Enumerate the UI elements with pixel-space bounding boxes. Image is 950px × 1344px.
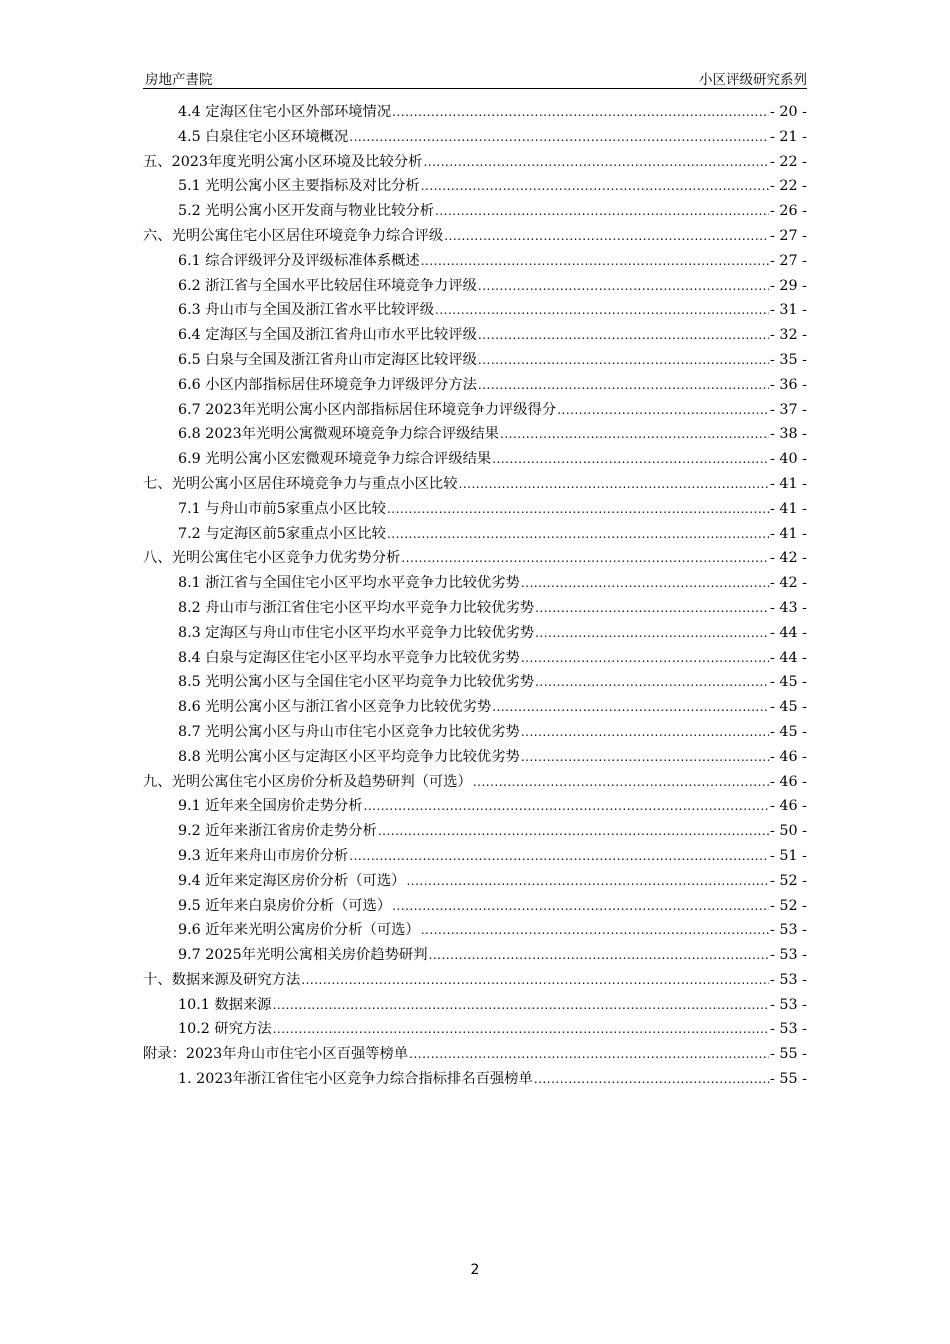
toc-entry[interactable] [143,1067,807,1092]
toc-dot-leader [392,894,769,919]
toc-entry-page: - 22 - [770,178,807,195]
toc-entry-title: 6.8 2023年光明公寓微观环境竞争力综合评级结果 [178,426,500,443]
toc-entry[interactable] [143,348,807,373]
toc-entry-title: 1. 2023年浙江省住宅小区竞争力综合指标排名百强榜单 [178,1071,533,1088]
toc-entry-title: 5.1 光明公寓小区主要指标及对比分析 [178,178,420,195]
toc-entry[interactable] [143,497,807,522]
toc-dot-leader [392,100,769,125]
toc-entry-title: 七、光明公寓小区居住环境竞争力与重点小区比较 [143,475,458,492]
toc-entry[interactable] [143,745,807,770]
toc-entry-title: 8.2 舟山市与浙江省住宅小区平均水平竞争力比较优劣势 [178,599,535,616]
toc-entry-page: - 31 - [770,302,807,319]
toc-entry-title: 8.4 白泉与定海区住宅小区平均水平竞争力比较优劣势 [178,649,520,666]
toc-entry-page: - 45 - [770,723,807,740]
toc-entry[interactable] [143,869,807,894]
toc-entry-title: 4.5 白泉住宅小区环境概况 [178,128,349,145]
toc-entry-page: - 46 - [770,773,807,790]
toc-dot-leader [349,125,769,150]
toc-entry[interactable] [143,943,807,968]
toc-entry[interactable] [143,546,807,571]
toc-dot-leader [521,745,769,770]
toc-entry-page: - 42 - [770,575,807,592]
toc-entry[interactable] [143,447,807,472]
toc-entry-title: 4.4 定海区住宅小区外部环境情况 [178,104,392,120]
toc-entry-title: 6.2 浙江省与全国水平比较居住环境竞争力评级 [178,277,477,294]
toc-entry[interactable] [143,968,807,993]
toc-entry-title: 6.3 舟山市与全国及浙江省水平比较评级 [178,302,435,319]
toc-entry[interactable] [143,720,807,745]
toc-entry-page: - 22 - [770,153,807,170]
toc-dot-leader [478,323,769,348]
toc-entry-page: - 27 - [770,252,807,269]
toc-entry-page: - 44 - [770,649,807,666]
toc-dot-leader [387,497,769,522]
toc-entry[interactable] [143,695,807,720]
toc-entry-page: - 55 - [770,1071,807,1088]
toc-entry-page: - 44 - [770,624,807,641]
toc-dot-leader [557,398,769,423]
toc-dot-leader [500,422,769,447]
toc-entry-page: - 26 - [770,203,807,220]
toc-entry-page: - 35 - [770,351,807,368]
toc-entry-page: - 52 - [770,872,807,889]
toc-entry-page: - 53 - [770,947,807,964]
toc-entry-page: - 52 - [770,897,807,914]
toc-entry[interactable] [143,918,807,943]
toc-entry[interactable] [143,596,807,621]
toc-entry-page: - 41 - [770,525,807,542]
toc-entry-page: - 53 - [770,996,807,1013]
toc-dot-leader [423,150,769,175]
toc-dot-leader [409,1042,769,1067]
toc-dot-leader [421,249,769,274]
toc-entry-title: 6.5 白泉与全国及浙江省舟山市定海区比较评级 [178,351,477,368]
toc-dot-leader [421,174,769,199]
toc-entry[interactable] [143,298,807,323]
toc-dot-leader [349,844,769,869]
toc-entry-page: - 32 - [770,327,807,344]
toc-dot-leader [364,794,770,819]
toc-entry-page: - 20 - [770,104,807,120]
toc-entry-title: 7.1 与舟山市前5家重点小区比较 [178,500,386,517]
toc-entry[interactable] [143,249,807,274]
toc-entry-title: 8.1 浙江省与全国住宅小区平均水平竞争力比较优劣势 [178,575,520,592]
toc-entry[interactable] [143,274,807,299]
header-publisher: 房地产書院 [145,72,213,88]
toc-entry[interactable] [143,150,807,175]
toc-entry[interactable] [143,646,807,671]
toc-entry[interactable] [143,174,807,199]
toc-dot-leader [273,1017,769,1042]
toc-dot-leader [478,373,769,398]
toc-entry-page: - 53 - [770,1021,807,1038]
toc-entry-page: - 46 - [770,748,807,765]
toc-dot-leader [521,646,769,671]
toc-entry-title: 9.2 近年来浙江省房价走势分析 [178,823,377,840]
toc-entry[interactable] [143,894,807,919]
toc-entry-page: - 40 - [770,451,807,468]
toc-entry-title: 十、数据来源及研究方法 [143,971,301,988]
toc-dot-leader [435,298,769,323]
toc-entry[interactable] [143,100,807,125]
toc-entry-title: 7.2 与定海区前5家重点小区比较 [178,525,386,542]
toc-entry-title: 6.9 光明公寓小区宏微观环境竞争力综合评级结果 [178,451,492,468]
toc-entry-title: 9.3 近年来舟山市房价分析 [178,847,349,864]
toc-entry-title: 6.7 2023年光明公寓小区内部指标居住环境竞争力评级得分 [178,401,557,418]
toc-entry-title: 6.6 小区内部指标居住环境竞争力评级评分方法 [178,376,477,393]
toc-entry-title: 9.1 近年来全国房价走势分析 [178,798,363,815]
toc-entry-title: 9.7 2025年光明公寓相关房价趋势研判 [178,947,428,964]
toc-entry-title: 9.6 近年来光明公寓房价分析（可选） [178,922,420,939]
toc-entry-title: 10.2 研究方法 [178,1021,272,1038]
toc-entry[interactable] [143,125,807,150]
toc-entry-page: - 46 - [770,798,807,815]
toc-dot-leader [521,720,769,745]
toc-entry-page: - 41 - [770,500,807,517]
toc-dot-leader [478,274,769,299]
page-number: 2 [470,1262,480,1278]
toc-entry[interactable] [143,398,807,423]
toc-entry-title: 5.2 光明公寓小区开发商与物业比较分析 [178,203,435,220]
toc-entry[interactable] [143,522,807,547]
toc-entry-page: - 41 - [770,475,807,492]
toc-dot-leader [301,968,769,993]
toc-dot-leader [401,546,769,571]
toc-entry-page: - 21 - [770,128,807,145]
toc-entry[interactable] [143,1042,807,1067]
toc-dot-leader [535,596,769,621]
toc-dot-leader [534,1067,769,1092]
page-header [143,66,807,89]
toc-entry-title: 8.8 光明公寓小区与定海区小区平均竞争力比较优劣势 [178,748,520,765]
table-of-contents [143,100,807,1092]
toc-entry-title: 六、光明公寓住宅小区居住环境竞争力综合评级 [143,227,444,244]
toc-entry-title: 6.4 定海区与全国及浙江省舟山市水平比较评级 [178,327,477,344]
toc-dot-leader [387,522,769,547]
toc-entry[interactable] [143,844,807,869]
toc-entry[interactable] [143,224,807,249]
toc-entry-title: 五、2023年度光明公寓小区环境及比较分析 [143,153,423,170]
toc-entry[interactable] [143,1017,807,1042]
toc-dot-leader [421,918,769,943]
toc-entry-page: - 29 - [770,277,807,294]
toc-entry-title: 8.3 定海区与舟山市住宅小区平均水平竞争力比较优劣势 [178,624,535,641]
toc-entry[interactable] [143,422,807,447]
toc-entry[interactable] [143,373,807,398]
toc-entry-page: - 51 - [770,847,807,864]
toc-entry-title: 九、光明公寓住宅小区房价分析及趋势研判（可选） [143,773,472,790]
toc-entry-title: 八、光明公寓住宅小区竞争力优劣势分析 [143,550,401,567]
toc-entry[interactable] [143,199,807,224]
toc-entry[interactable] [143,670,807,695]
toc-entry[interactable] [143,819,807,844]
toc-dot-leader [435,199,769,224]
toc-entry[interactable] [143,621,807,646]
toc-entry-page: - 27 - [770,227,807,244]
toc-dot-leader [492,447,769,472]
toc-dot-leader [429,943,770,968]
toc-dot-leader [459,472,770,497]
header-series-title: 小区评级研究系列 [699,72,807,88]
toc-entry-page: - 38 - [770,426,807,443]
toc-entry-page: - 50 - [770,823,807,840]
toc-dot-leader [378,819,769,844]
toc-dot-leader [273,993,769,1018]
toc-entry-title: 9.4 近年来定海区房价分析（可选） [178,872,406,889]
toc-entry[interactable] [143,472,807,497]
toc-entry-page: - 45 - [770,674,807,691]
toc-entry-page: - 53 - [770,971,807,988]
toc-entry-title: 附录：2023年舟山市住宅小区百强等榜单 [143,1046,409,1063]
toc-dot-leader [535,621,769,646]
toc-entry-page: - 37 - [770,401,807,418]
toc-entry-title: 8.6 光明公寓小区与浙江省小区竞争力比较优劣势 [178,699,492,716]
toc-entry[interactable] [143,323,807,348]
toc-dot-leader [406,869,769,894]
toc-entry-page: - 45 - [770,699,807,716]
toc-entry-page: - 36 - [770,376,807,393]
toc-entry-title: 9.5 近年来白泉房价分析（可选） [178,897,392,914]
toc-entry[interactable] [143,770,807,795]
toc-dot-leader [521,571,769,596]
toc-dot-leader [535,670,769,695]
toc-entry-title: 6.1 综合评级评分及评级标准体系概述 [178,252,420,269]
toc-entry-title: 10.1 数据来源 [178,996,272,1013]
toc-entry-title: 8.7 光明公寓小区与舟山市住宅小区竞争力比较优劣势 [178,723,520,740]
toc-dot-leader [492,695,769,720]
toc-entry[interactable] [143,993,807,1018]
toc-entry-title: 8.5 光明公寓小区与全国住宅小区平均竞争力比较优劣势 [178,674,535,691]
toc-entry-page: - 42 - [770,550,807,567]
toc-entry[interactable] [143,794,807,819]
toc-entry-page: - 55 - [770,1046,807,1063]
toc-dot-leader [444,224,769,249]
toc-dot-leader [478,348,769,373]
toc-entry-page: - 53 - [770,922,807,939]
toc-entry-page: - 43 - [770,599,807,616]
toc-dot-leader [473,770,769,795]
toc-entry[interactable] [143,571,807,596]
